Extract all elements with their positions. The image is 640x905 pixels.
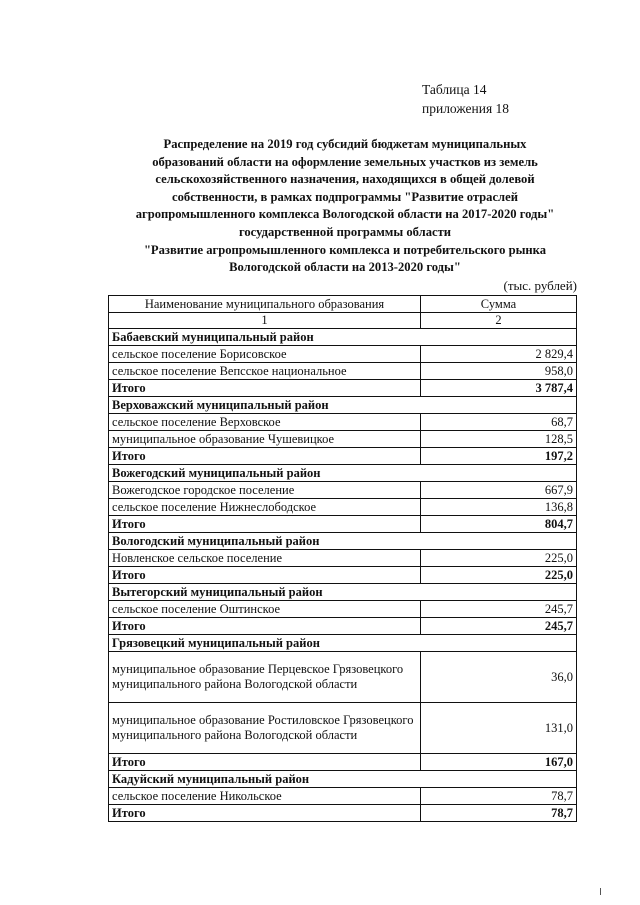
total-amount: 225,0 bbox=[421, 567, 577, 584]
municipality-name: сельское поселение Нижнеслободское bbox=[109, 499, 421, 516]
region-row bbox=[109, 771, 577, 788]
region-row bbox=[109, 465, 577, 482]
title-line: Вологодской области на 2013-2020 годы" bbox=[229, 260, 461, 275]
table-row bbox=[109, 788, 577, 805]
municipality-name: муниципальное образование Чушевицкое bbox=[109, 431, 421, 448]
region-name: Вологодский муниципальный район bbox=[109, 533, 577, 550]
municipality-name: сельское поселение Борисовское bbox=[109, 346, 421, 363]
municipality-name: сельское поселение Никольское bbox=[109, 788, 421, 805]
column-number-2: 2 bbox=[421, 313, 577, 329]
total-row bbox=[109, 516, 577, 533]
region-name: Вытегорский муниципальный район bbox=[109, 584, 577, 601]
subsidy-amount: 78,7 bbox=[421, 788, 577, 805]
title-line: агропромышленного комплекса Вологодской области на 2017-2020 годы" bbox=[135, 207, 555, 222]
appendix-number: приложения 18 bbox=[422, 101, 510, 116]
municipality-name: сельское поселение Верховское bbox=[109, 414, 421, 431]
total-amount: 167,0 bbox=[421, 754, 577, 771]
total-amount: 78,7 bbox=[421, 805, 577, 822]
header-row bbox=[109, 296, 577, 313]
subsidy-amount: 958,0 bbox=[421, 363, 577, 380]
region-name: Бабаевский муниципальный район bbox=[109, 329, 577, 346]
table-row bbox=[109, 414, 577, 431]
table-row bbox=[109, 601, 577, 618]
title-line: государственной программы области bbox=[238, 224, 452, 239]
document-title bbox=[110, 136, 580, 277]
subsidy-table bbox=[108, 295, 577, 822]
table-row bbox=[109, 652, 577, 703]
region-row bbox=[109, 584, 577, 601]
subsidy-amount: 225,0 bbox=[421, 550, 577, 567]
total-label: Итого bbox=[109, 567, 421, 584]
total-row bbox=[109, 567, 577, 584]
subsidy-amount: 131,0 bbox=[421, 703, 577, 754]
table-number: Таблица 14 bbox=[422, 82, 487, 97]
subsidy-amount: 245,7 bbox=[421, 601, 577, 618]
region-row bbox=[109, 635, 577, 652]
region-row bbox=[109, 397, 577, 414]
subsidy-amount: 667,9 bbox=[421, 482, 577, 499]
column-number-row bbox=[109, 313, 577, 329]
table-row bbox=[109, 431, 577, 448]
total-amount: 804,7 bbox=[421, 516, 577, 533]
page-mark bbox=[600, 888, 601, 895]
total-label: Итого bbox=[109, 754, 421, 771]
subsidy-amount: 36,0 bbox=[421, 652, 577, 703]
units-label: (тыс. рублей) bbox=[503, 278, 577, 293]
region-name: Грязовецкий муниципальный район bbox=[109, 635, 577, 652]
municipality-name: Вожегодское городское поселение bbox=[109, 482, 421, 499]
municipality-name: сельское поселение Оштинское bbox=[109, 601, 421, 618]
total-row bbox=[109, 448, 577, 465]
municipality-name: муниципальное образование Перцевское Грязовецкого муниципального района Вологодской области bbox=[109, 652, 421, 703]
region-row bbox=[109, 533, 577, 550]
table-row bbox=[109, 482, 577, 499]
total-row bbox=[109, 754, 577, 771]
table-reference bbox=[422, 80, 509, 118]
title-line: "Развитие агропромышленного комплекса и потребительского рынка bbox=[143, 242, 547, 257]
table-row bbox=[109, 550, 577, 567]
total-row bbox=[109, 380, 577, 397]
region-name: Кадуйский муниципальный район bbox=[109, 771, 577, 788]
subsidy-amount: 136,8 bbox=[421, 499, 577, 516]
table-row bbox=[109, 346, 577, 363]
total-amount: 197,2 bbox=[421, 448, 577, 465]
header-name: Наименование муниципального образования bbox=[109, 296, 421, 313]
municipality-name: сельское поселение Вепсское национальное bbox=[109, 363, 421, 380]
title-line: Распределение на 2019 год субсидий бюджетам муниципальных bbox=[163, 137, 527, 151]
total-row bbox=[109, 805, 577, 822]
header-amount: Сумма bbox=[421, 296, 577, 313]
table-body bbox=[109, 296, 577, 822]
region-name: Вожегодский муниципальный район bbox=[109, 465, 577, 482]
total-amount: 245,7 bbox=[421, 618, 577, 635]
total-amount: 3 787,4 bbox=[421, 380, 577, 397]
total-label: Итого bbox=[109, 805, 421, 822]
column-number-1: 1 bbox=[109, 313, 421, 329]
municipality-name: муниципальное образование Ростиловское Грязовецкого муниципального района Вологодской области bbox=[109, 703, 421, 754]
subsidy-amount: 68,7 bbox=[421, 414, 577, 431]
table-row bbox=[109, 363, 577, 380]
title-line: сельскохозяйственного назначения, находящихся в общей долевой bbox=[155, 172, 535, 187]
subsidy-amount: 2 829,4 bbox=[421, 346, 577, 363]
title-line: собственности, в рамках подпрограммы "Развитие отраслей bbox=[172, 189, 518, 204]
region-row bbox=[109, 329, 577, 346]
table-row bbox=[109, 703, 577, 754]
subsidy-amount: 128,5 bbox=[421, 431, 577, 448]
total-label: Итого bbox=[109, 448, 421, 465]
total-label: Итого bbox=[109, 380, 421, 397]
table-row bbox=[109, 499, 577, 516]
total-label: Итого bbox=[109, 618, 421, 635]
total-label: Итого bbox=[109, 516, 421, 533]
municipality-name: Новленское сельское поселение bbox=[109, 550, 421, 567]
title-line: образований области на оформление земельных участков из земель bbox=[152, 154, 538, 169]
total-row bbox=[109, 618, 577, 635]
region-name: Верховажский муниципальный район bbox=[109, 397, 577, 414]
